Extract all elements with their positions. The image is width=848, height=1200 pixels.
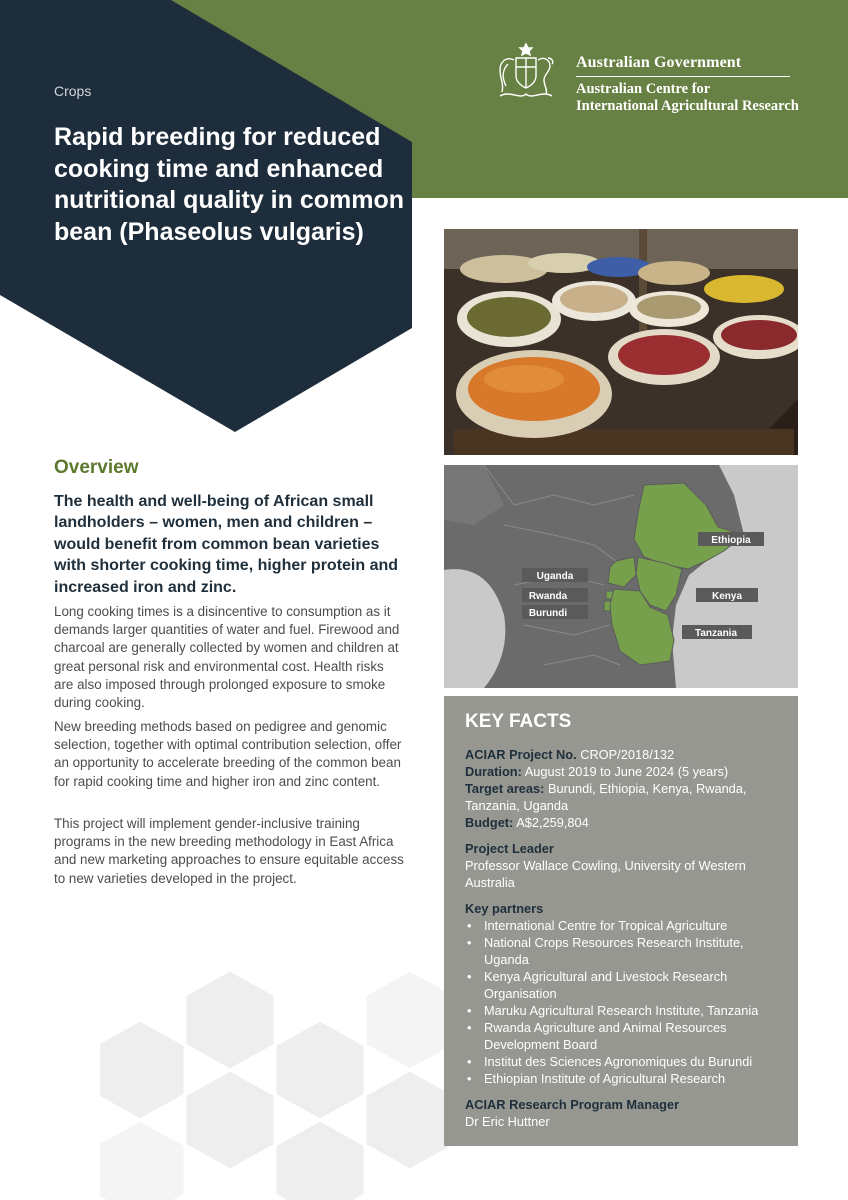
- organisation-name-line1: Australian Centre for: [576, 81, 711, 97]
- target-areas-label: Target areas:: [465, 781, 545, 796]
- bean-sacks-photo: [444, 229, 798, 455]
- organisation-name-line2: International Agricultural Research: [576, 98, 799, 114]
- list-item: • Kenya Agricultural and Livestock Research Organisation: [465, 968, 785, 1002]
- duration-value: August 2019 to June 2024 (5 years): [524, 764, 729, 779]
- overview-paragraph: New breeding methods based on pedigree and genomic selection, together with optimal contribution selection, offer an opportunity to accelerate breeding of the common bean for rapid cooking time and higher iron and zinc content.: [54, 719, 402, 789]
- overview-lead: The health and well-being of African small landholders – women, men and children – would benefit from common bean varieties with shorter cooking time, higher protein and increased iron and zinc.: [54, 493, 399, 596]
- hexagon-pattern-decoration: [100, 950, 460, 1200]
- list-item: • Rwanda Agriculture and Animal Resources Development Board: [465, 1019, 785, 1053]
- project-number-label: ACIAR Project No.: [465, 747, 577, 762]
- map-label-uganda: Uganda: [536, 571, 574, 582]
- map-label-tanzania: Tanzania: [694, 628, 738, 639]
- list-item: • Institut des Sciences Agronomiques du Burundi: [465, 1053, 785, 1070]
- logo-divider: [576, 76, 790, 77]
- map-label-burundi: Burundi: [528, 608, 568, 619]
- target-areas-value: Burundi, Ethiopia, Kenya, Rwanda, Tanzania, Uganda: [465, 781, 747, 813]
- project-leader-heading: Project Leader: [465, 841, 554, 856]
- australian-government-logo: [486, 40, 798, 120]
- duration-label: Duration:: [465, 764, 522, 779]
- project-details: [465, 746, 785, 831]
- map-label-rwanda: Rwanda: [528, 591, 568, 602]
- overview-paragraph: Long cooking times is a disincentive to consumption as it demands larger quantities of water and fuel. Firewood and charcoal are generally collected by women and children at great personal risk and environmental cost. Health risks are also imposed through prolonged exposure to smoke during cooking.: [54, 604, 400, 711]
- budget-label: Budget:: [465, 815, 514, 830]
- key-partners-list: [465, 917, 785, 1087]
- map-label-kenya: Kenya: [711, 591, 743, 602]
- list-item: • National Crops Resources Research Institute, Uganda: [465, 934, 785, 968]
- program-manager-name: Dr Eric Huttner: [465, 1114, 550, 1129]
- program-manager-heading: ACIAR Research Program Manager: [465, 1097, 680, 1112]
- list-item: • Ethiopian Institute of Agricultural Research: [465, 1070, 785, 1087]
- project-leader-name: Professor Wallace Cowling, University of Western Australia: [465, 858, 746, 890]
- overview-heading: Overview: [54, 457, 139, 478]
- list-item: • International Centre for Tropical Agriculture: [465, 917, 785, 934]
- project-number: CROP/2018/132: [580, 747, 675, 762]
- list-item: • Maruku Agricultural Research Institute, Tanzania: [465, 1002, 785, 1019]
- key-partners-heading: Key partners: [465, 901, 544, 916]
- key-facts-heading: KEY FACTS: [465, 711, 572, 732]
- coat-of-arms-icon: [486, 40, 566, 104]
- overview-paragraph: This project will implement gender-inclusive training programs in the new breeding methodology in East Africa and new marketing approaches to ensure equitable access to new varieties developed in the project.: [54, 816, 404, 886]
- category-label: Crops: [54, 83, 92, 99]
- east-africa-map: [444, 465, 798, 688]
- map-label-ethiopia: Ethiopia: [711, 535, 751, 546]
- key-facts-panel: [444, 696, 798, 1146]
- page-title: Rapid breeding for reduced cooking time and enhanced nutritional quality in common bean (Phaseolus vulgaris): [54, 123, 404, 246]
- government-name: Australian Government: [576, 54, 742, 71]
- budget-value: A$2,259,804: [516, 815, 589, 830]
